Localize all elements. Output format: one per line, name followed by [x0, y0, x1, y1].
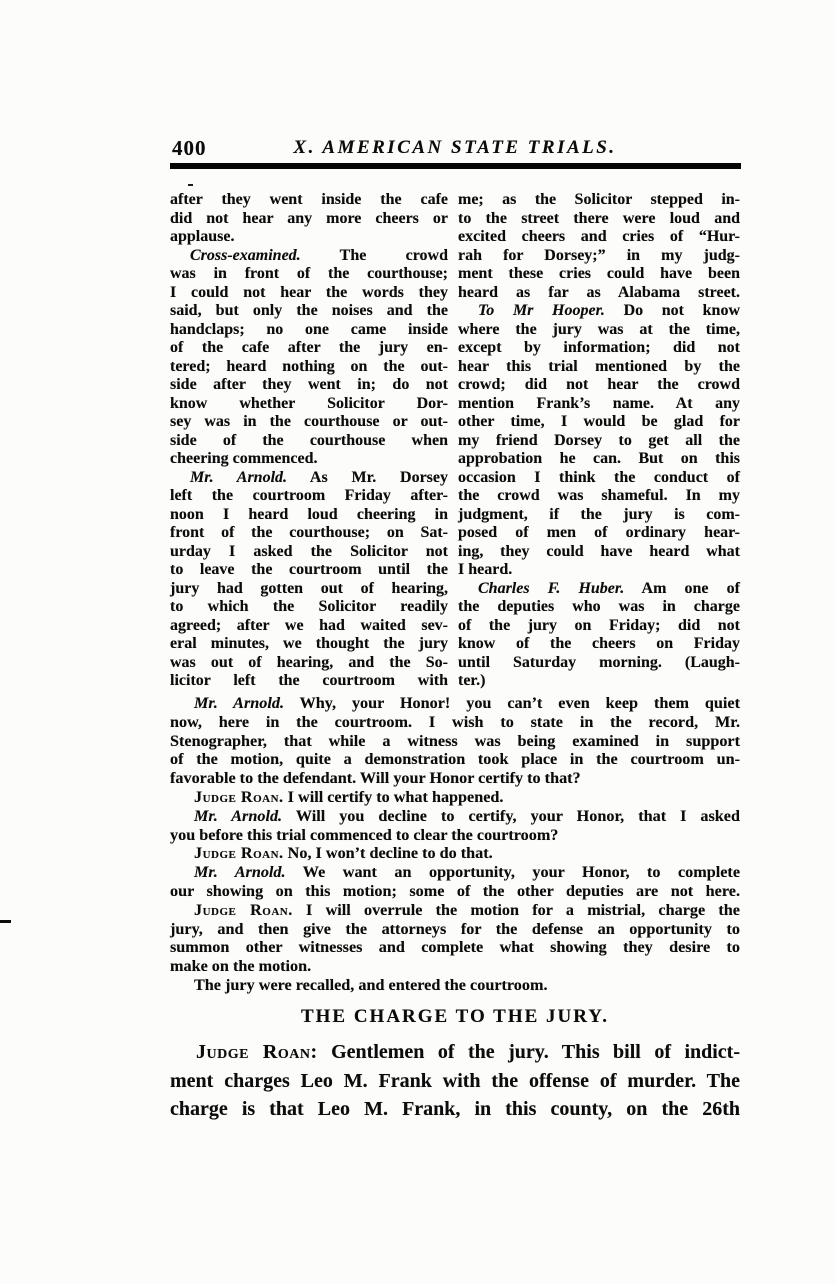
- text-run: know whether Solicitor Dor-: [170, 394, 448, 412]
- text-line: [458, 302, 740, 321]
- speaker-label: Judge Roan.: [194, 844, 284, 863]
- text-run: Why, your Honor! you can’t even keep them quiet: [284, 694, 741, 712]
- text-line: [170, 957, 740, 976]
- text-run: noon I heard loud cheering in: [170, 505, 448, 523]
- text-line: [458, 284, 740, 303]
- text-line: [458, 247, 740, 266]
- text-run: excited cheers and cries of “Hur-: [458, 228, 740, 245]
- text-run: the deputies who was in charge: [458, 598, 740, 615]
- text-line: [170, 265, 448, 284]
- text-run: of the cafe after the jury en-: [170, 339, 448, 356]
- text-line: [170, 339, 448, 358]
- text-run: ment these cries could have been: [458, 265, 740, 282]
- text-run: heard as far as Alabama street.: [458, 283, 740, 301]
- text-run: summon other witnesses and complete what showing they desire to: [170, 938, 740, 957]
- text-run: the crowd was shameful. In my: [458, 487, 740, 504]
- page-number: 400: [172, 136, 207, 160]
- text-line: [170, 598, 448, 617]
- speaker-label: Mr. Arnold.: [194, 863, 286, 882]
- text-line: [170, 506, 448, 525]
- text-line: [458, 432, 740, 451]
- text-run: eral minutes, we thought the jury: [170, 635, 448, 652]
- text-run: until Saturday morning. (Laugh-: [458, 653, 740, 671]
- text-line: [170, 788, 740, 807]
- text-run: to which the Solicitor readily: [170, 598, 448, 615]
- text-run: me; as the Solicitor stepped in-: [458, 191, 740, 208]
- text-line: [170, 713, 740, 732]
- text-run: to the street there were loud and: [458, 209, 740, 227]
- text-line: [170, 580, 448, 599]
- text-run: judgment, if the jury is com-: [458, 505, 740, 523]
- text-run: to leave the courtroom until the: [170, 561, 448, 578]
- text-run: Stenographer, that while a witness was being examined in support: [170, 731, 740, 750]
- text-line: [170, 191, 448, 210]
- text-run: ment charges Leo M. Frank with the offense of murder. The: [170, 1069, 740, 1092]
- speaker-label: Mr. Arnold.: [194, 694, 284, 712]
- text-run: The crowd: [300, 246, 448, 264]
- text-line: [170, 732, 740, 751]
- text-run: Will you decline to certify, your Honor, that I asked: [282, 806, 740, 825]
- text-run: make on the motion.: [170, 957, 312, 976]
- two-column-text: [170, 191, 740, 691]
- text-line: [170, 561, 448, 580]
- text-line: [170, 1067, 740, 1096]
- text-line: [170, 284, 448, 303]
- text-line: [458, 191, 740, 210]
- text-line: [170, 672, 448, 691]
- text-line: [170, 376, 448, 395]
- proceedings-text: [170, 694, 740, 995]
- text-line: [170, 228, 448, 247]
- speaker-label: Judge Roan.: [194, 787, 284, 806]
- text-line: [458, 543, 740, 562]
- text-line: [170, 469, 448, 488]
- text-run: sey was in the courthouse or out-: [170, 413, 448, 430]
- text-run: said, but only the noises and the: [170, 302, 448, 319]
- text-run: I heard.: [458, 561, 513, 578]
- text-line: [170, 302, 448, 321]
- text-line: [458, 395, 740, 414]
- text-run: was in front of the courthouse;: [170, 265, 448, 282]
- text-run: The jury were recalled, and entered the courtroom.: [194, 975, 548, 994]
- text-line: [170, 210, 448, 229]
- text-run: now, here in the courtroom. I wish to state in the record, Mr.: [170, 712, 740, 731]
- text-run: you before this trial commenced to clear the courtroom?: [170, 825, 559, 844]
- text-line: [458, 321, 740, 340]
- text-run: licitor left the courtroom with: [170, 672, 448, 689]
- text-run: I will overrule the motion for a mistrial, charge the: [292, 900, 740, 919]
- text-line: [458, 358, 740, 377]
- text-line: [170, 487, 448, 506]
- text-run: ing, they could have heard what: [458, 542, 740, 560]
- text-line: [170, 769, 740, 788]
- section-heading: THE CHARGE TO THE JURY.: [300, 1006, 610, 1027]
- text-line: [170, 1038, 740, 1067]
- text-run: was out of hearing, and the So-: [170, 653, 448, 671]
- text-run: charge is that Leo M. Frank, in this county, on the 26th: [170, 1098, 740, 1121]
- header-rule: [170, 163, 741, 169]
- text-line: [170, 901, 740, 920]
- text-line: [458, 506, 740, 525]
- text-run: know of the cheers on Friday: [458, 635, 740, 652]
- text-run: I will certify to what happened.: [283, 787, 504, 806]
- text-line: [170, 938, 740, 957]
- text-run: ter.): [458, 672, 486, 689]
- text-line: [170, 976, 740, 995]
- text-line: [170, 247, 448, 266]
- text-line: [458, 617, 740, 636]
- text-run: Gentlemen of the jury. This bill of indict-: [317, 1041, 741, 1063]
- text-run: of the motion, quite a demonstration took place in the courtroom un-: [170, 750, 740, 769]
- text-run: except by information; did not: [458, 339, 740, 356]
- text-run: posed of men of ordinary hear-: [458, 524, 740, 541]
- text-run: favorable to the defendant. Will your Honor certify to that?: [170, 769, 581, 788]
- text-run: did not hear any more cheers or: [170, 209, 448, 227]
- text-line: [170, 694, 740, 713]
- speaker-label: Judge Roan:: [196, 1041, 318, 1063]
- ink-speck: [188, 184, 193, 186]
- text-run: where the jury was at the time,: [458, 320, 740, 338]
- speaker-label: Cross-examined.: [190, 246, 301, 264]
- text-run: agreed; after we had waited sev-: [170, 616, 448, 634]
- text-line: [170, 617, 448, 636]
- text-run: left the courtroom Friday after-: [170, 487, 448, 504]
- text-run: Do not know: [604, 302, 740, 319]
- speaker-label: Mr. Arnold.: [190, 468, 288, 486]
- text-run: approbation he can. But on this: [458, 450, 740, 467]
- column-left: [170, 191, 448, 691]
- text-run: crowd; did not hear the crowd: [458, 376, 740, 393]
- text-run: front of the courthouse; on Sat-: [170, 524, 448, 541]
- speaker-label: To Mr Hooper.: [478, 302, 605, 319]
- text-line: [458, 654, 740, 673]
- text-line: [458, 469, 740, 488]
- text-run: after they went inside the cafe: [170, 191, 448, 208]
- text-run: cheering commenced.: [170, 450, 318, 467]
- text-run: jury, and then give the attorneys for the defense an opportunity to: [170, 919, 740, 938]
- text-line: [170, 543, 448, 562]
- text-run: my friend Dorsey to get all the: [458, 431, 740, 449]
- text-run: I could not hear the words they: [170, 283, 448, 301]
- text-line: [170, 826, 740, 845]
- text-line: [170, 450, 448, 469]
- text-line: [458, 376, 740, 395]
- text-line: [170, 750, 740, 769]
- page-header: [170, 137, 740, 161]
- text-run: No, I won’t decline to do that.: [283, 844, 493, 863]
- text-run: side of the courthouse when: [170, 431, 448, 449]
- text-line: [170, 635, 448, 654]
- text-line: [170, 413, 448, 432]
- column-right: [458, 191, 740, 691]
- speaker-label: Judge Roan.: [194, 900, 293, 919]
- text-run: hear this trial mentioned by the: [458, 357, 740, 375]
- text-run: of the jury on Friday; did not: [458, 616, 740, 634]
- text-run: Am one of: [624, 579, 740, 597]
- text-line: [170, 395, 448, 414]
- text-line: [170, 844, 740, 863]
- text-line: [170, 882, 740, 901]
- text-line: [458, 635, 740, 654]
- text-line: [170, 432, 448, 451]
- text-line: [458, 413, 740, 432]
- text-line: [458, 228, 740, 247]
- text-run: occasion I think the conduct of: [458, 468, 740, 486]
- text-run: side after they went in; do not: [170, 376, 448, 393]
- text-line: [170, 1095, 740, 1124]
- speaker-label: Charles F. Huber.: [478, 579, 625, 597]
- speaker-label: Mr. Arnold.: [194, 806, 283, 825]
- running-title: X. AMERICAN STATE TRIALS.: [293, 137, 617, 158]
- text-line: [458, 598, 740, 617]
- text-line: [458, 487, 740, 506]
- text-run: mention Frank’s name. At any: [458, 394, 740, 412]
- text-line: [170, 920, 740, 939]
- text-run: urday I asked the Solicitor not: [170, 542, 448, 560]
- charge-text: [170, 1038, 740, 1124]
- text-line: [458, 561, 740, 580]
- text-line: [170, 863, 740, 882]
- text-run: our showing on this motion; some of the other deputies are not here.: [170, 881, 740, 900]
- text-line: [458, 580, 740, 599]
- text-run: applause.: [170, 228, 235, 245]
- text-line: [170, 358, 448, 377]
- text-line: [458, 524, 740, 543]
- text-line: [170, 654, 448, 673]
- text-run: jury had gotten out of hearing,: [170, 579, 448, 597]
- text-run: rah for Dorsey;” in my judg-: [458, 246, 740, 264]
- text-line: [170, 807, 740, 826]
- text-line: [458, 450, 740, 469]
- margin-scan-mark: [0, 920, 11, 923]
- text-run: other time, I would be glad for: [458, 413, 740, 430]
- text-line: [458, 265, 740, 284]
- text-line: [458, 672, 740, 691]
- text-run: We want an opportunity, your Honor, to complete: [285, 863, 741, 882]
- text-line: [170, 321, 448, 340]
- text-run: handclaps; no one came inside: [170, 320, 448, 338]
- text-run: tered; heard nothing on the out-: [170, 357, 448, 375]
- text-line: [170, 524, 448, 543]
- text-run: As Mr. Dorsey: [287, 468, 448, 486]
- text-line: [458, 339, 740, 358]
- text-line: [458, 210, 740, 229]
